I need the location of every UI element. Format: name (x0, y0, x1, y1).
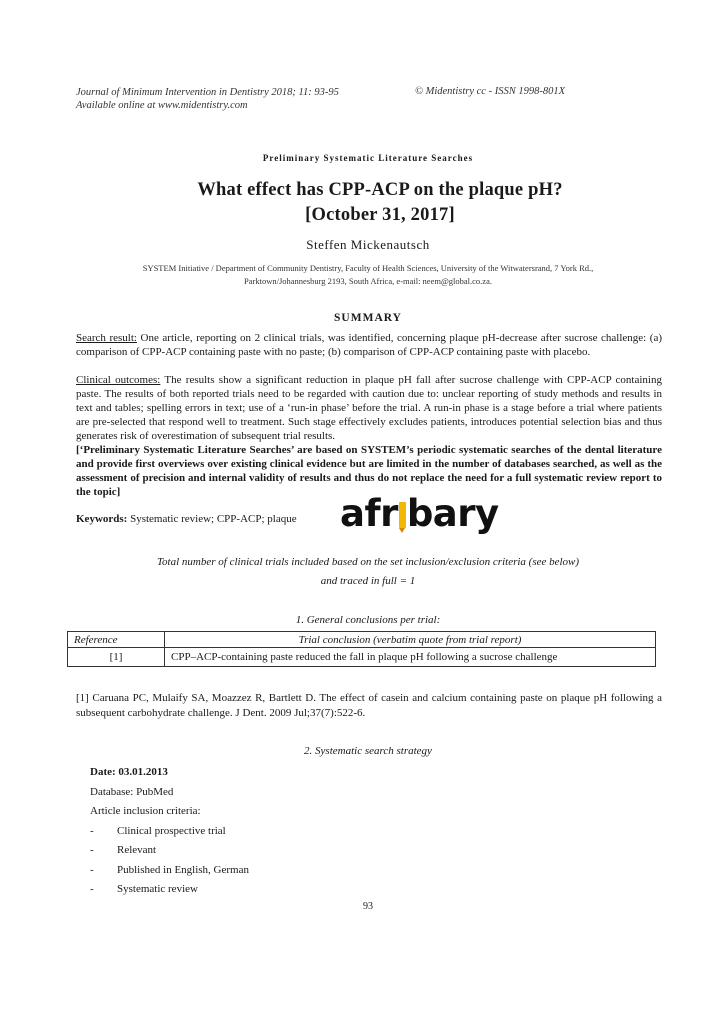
search-result-text: One article, reporting on 2 clinical trials, was identified, concerning plaque pH-decrease after sucrose challenge: (a) comparison of CPP-ACP containing paste with no paste; (b) comparison of CPP-ACP containing paste with placebo. (76, 332, 662, 358)
total-trials-line-1: Total number of clinical trials included based on the set inclusion/exclusion criteria (see below) (156, 556, 580, 568)
series-label: Preliminary Systematic Literature Searches (262, 153, 474, 163)
disclaimer-paragraph: [‘Preliminary Systematic Literature Searches’ are based on SYSTEM’s periodic systematic searches of the dental literature and provide first overviews over existing clinical evidence but are limited in the number of databases searched, as well as the assessment of precision and internal validity of results and thus do not replace the need for a full systematic review report to the topic] (76, 444, 662, 498)
title-line-2: [October 31, 2017] (305, 205, 455, 225)
list-item: - Clinical prospective trial (90, 824, 226, 837)
list-item: - Systematic review (90, 883, 198, 895)
page-number: 93 (363, 901, 373, 912)
total-trials-line-2: and traced in full = 1 (320, 575, 416, 587)
article-title (0, 178, 723, 228)
search-result-label: Search result: (76, 332, 137, 344)
reference-entry: [1] Caruana PC, Mulaify SA, Moazzez R, Bartlett D. The effect of casein and calcium containing paste on plaque pH following a subsequent carbohydrate challenge. J Dent. 2009 Jul;37(7):522-6. (76, 692, 662, 719)
search-strategy-heading: 2. Systematic search strategy (304, 745, 432, 757)
conclusions-table (67, 631, 656, 667)
affiliation (112, 262, 624, 288)
search-database: Database: PubMed (90, 785, 174, 798)
criterion-text: Relevant (117, 844, 157, 856)
criterion-text: Published in English, German (117, 863, 249, 876)
inclusion-criteria-label: Article inclusion criteria: (90, 805, 201, 817)
journal-citation (76, 86, 339, 112)
list-item: - Published in English, German (90, 863, 249, 876)
conclusion-column-header: Trial conclusion (verbatim quote from trial report) (165, 632, 656, 648)
author-name: Steffen Mickenautsch (306, 237, 430, 252)
journal-line-1: Journal of Minimum Intervention in Dentistry 2018; 11: 93-95 (76, 87, 339, 98)
keywords-label: Keywords: (76, 513, 128, 525)
keywords-text: Systematic review; CPP-ACP; plaque (127, 513, 297, 525)
general-conclusions-heading: 1. General conclusions per trial: (295, 614, 441, 626)
table-row (68, 648, 656, 667)
keywords-line (76, 513, 297, 525)
afribary-watermark-logo: afr bary (340, 492, 499, 535)
list-item: - Relevant (90, 844, 157, 856)
criterion-text: Clinical prospective trial (117, 824, 226, 837)
conclusion-cell: CPP–ACP-containing paste reduced the fall in plaque pH following a sucrose challenge (165, 648, 656, 667)
summary-heading: SUMMARY (334, 312, 402, 324)
copyright-notice: © Midentistry cc - ISSN 1998-801X (415, 86, 565, 97)
clinical-outcomes-label: Clinical outcomes: (76, 374, 161, 386)
table-header-row (68, 632, 656, 648)
reference-column-header: Reference (68, 632, 165, 648)
clinical-outcomes-paragraph (76, 373, 662, 443)
journal-line-2: Available online at www.midentistry.com (76, 100, 248, 111)
affiliation-line-1: SYSTEM Initiative / Department of Community Dentistry, Faculty of Health Sciences, University of the Witwatersrand, 7 York Rd., (142, 263, 594, 273)
reference-cell: [1] (68, 648, 165, 667)
affiliation-line-2: Parktown/Johannesburg 2193, South Africa, e-mail: neem@global.co.za. (244, 276, 492, 286)
search-date: Date: 03.01.2013 (90, 766, 168, 778)
search-strategy-list (90, 763, 249, 900)
criterion-text: Systematic review (117, 883, 198, 895)
title-line-1: What effect has CPP-ACP on the plaque pH? (197, 180, 563, 200)
pencil-icon (399, 502, 406, 528)
clinical-outcomes-text: The results show a significant reduction in plaque pH fall after sucrose challenge with CPP-ACP containing paste. The results of both reported trials need to be regarded with caution due to: unclear reporting of study methods and results in text and tables; spelling errors in text; use of a ‘run-in phase’ before the trial. A run-in phase is a stage before a trial where patients are pre-selected that respond well to treatment. Such stage effectively excludes patients, introduces potential selection bias and thus generates risk of overestimation of subsequent trial results. (76, 374, 662, 442)
search-result-paragraph (76, 331, 662, 359)
